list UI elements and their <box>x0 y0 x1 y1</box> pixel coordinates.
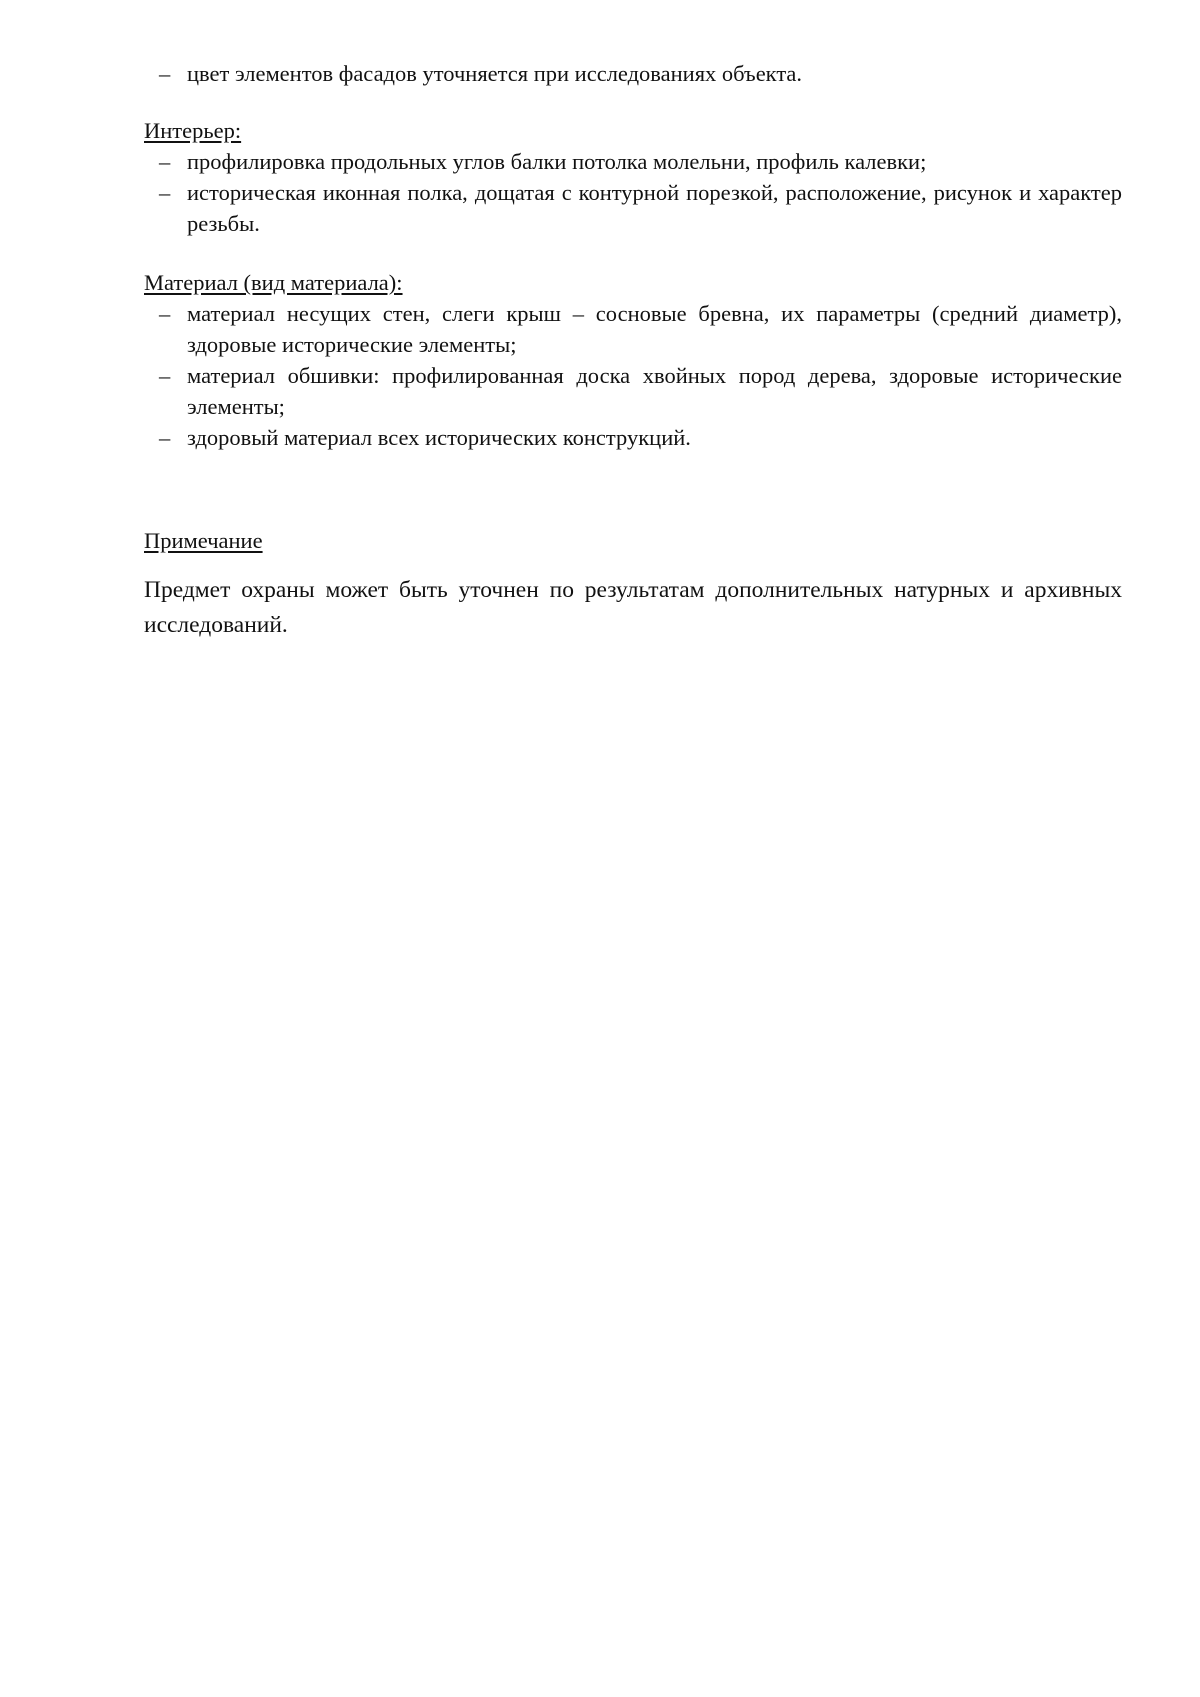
list-item-text: здоровый материал всех исторических конструкций. <box>187 425 691 450</box>
dash-bullet: – <box>159 301 171 326</box>
document-page <box>144 58 1122 643</box>
list-item-text: материал несущих стен, слеги крыш – сосновые бревна, их параметры (средний диаметр), здоровые исторические элементы; <box>187 301 1122 357</box>
interior-section <box>144 115 1122 239</box>
list-item <box>144 146 1122 177</box>
dash-bullet: – <box>159 425 171 450</box>
interior-heading: Интерьер: <box>144 118 242 143</box>
facade-list <box>144 58 1122 89</box>
list-item-text: цвет элементов фасадов уточняется при исследованиях объекта. <box>187 61 803 86</box>
dash-bullet: – <box>159 180 171 205</box>
list-item <box>144 58 1122 89</box>
dash-bullet: – <box>159 363 171 388</box>
dash-bullet: – <box>159 149 171 174</box>
note-text: Предмет охраны может быть уточнен по результатам дополнительных натурных и архивных исследований. <box>144 577 1122 638</box>
note-heading: Примечание <box>144 528 263 553</box>
list-item-text: профилировка продольных углов балки потолка молельни, профиль калевки; <box>187 149 927 174</box>
list-item <box>144 422 1122 453</box>
note-section <box>144 525 1122 643</box>
list-item <box>144 177 1122 239</box>
material-heading: Материал (вид материала): <box>144 270 403 295</box>
list-item-text: историческая иконная полка, дощатая с контурной порезкой, расположение, рисунок и характер резьбы. <box>187 180 1122 236</box>
list-item-text: материал обшивки: профилированная доска хвойных пород дерева, здоровые исторические элементы; <box>187 363 1122 419</box>
list-item <box>144 298 1122 360</box>
material-section <box>144 267 1122 453</box>
material-list <box>144 298 1122 453</box>
dash-bullet: – <box>159 61 171 86</box>
interior-list <box>144 146 1122 239</box>
list-item <box>144 360 1122 422</box>
